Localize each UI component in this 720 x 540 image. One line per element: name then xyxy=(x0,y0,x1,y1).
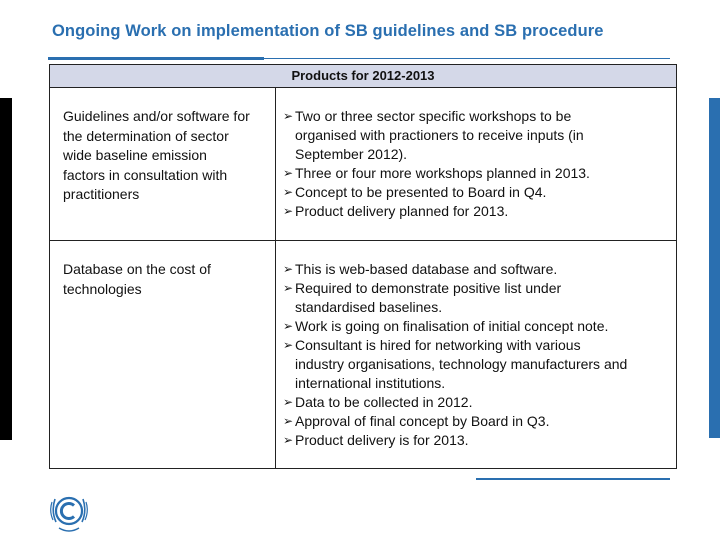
arrow-bullet-icon: ➢ xyxy=(283,281,294,295)
arrow-bullet-icon: ➢ xyxy=(283,166,294,180)
status-cell xyxy=(276,241,676,468)
arrow-bullet-icon: ➢ xyxy=(283,414,294,428)
bullet-item xyxy=(283,336,676,393)
page-title: Ongoing Work on implementation of SB guidelines and SB procedure xyxy=(52,22,604,40)
arrow-bullet-icon: ➢ xyxy=(283,433,294,447)
status-cell xyxy=(276,88,676,240)
bullet-text: Three or four more workshops planned in 2013. xyxy=(295,165,590,181)
bullet-text: Approval of final concept by Board in Q3. xyxy=(295,413,550,429)
product-cell: Database on the cost of technologies xyxy=(50,241,276,468)
arrow-bullet-icon: ➢ xyxy=(283,185,294,199)
bullet-item xyxy=(283,260,676,279)
arrow-bullet-icon: ➢ xyxy=(283,319,294,333)
bullet-text: This is web-based database and software. xyxy=(295,261,558,277)
bullet-text: Product delivery planned for 2013. xyxy=(295,203,509,219)
table-header: Products for 2012-2013 xyxy=(50,65,676,88)
bullet-text: Consultant is hired for networking with various industry organisations, technology manufacturers and international institutions. xyxy=(295,337,628,391)
bullet-text: Work is going on finalisation of initial concept note. xyxy=(295,318,609,334)
bullet-text: Concept to be presented to Board in Q4. xyxy=(295,184,547,200)
arrow-bullet-icon: ➢ xyxy=(283,109,294,123)
bullet-text: Required to demonstrate positive list under standardised baselines. xyxy=(295,280,562,315)
products-table xyxy=(49,64,677,469)
bullet-text: Data to be collected in 2012. xyxy=(295,394,473,410)
title-underline-thick xyxy=(48,57,264,60)
bullet-item xyxy=(283,412,676,431)
table-row xyxy=(50,240,676,468)
arrow-bullet-icon: ➢ xyxy=(283,395,294,409)
title-underline-thin xyxy=(264,58,670,59)
bullet-item xyxy=(283,107,676,164)
bullet-item xyxy=(283,164,676,183)
arrow-bullet-icon: ➢ xyxy=(283,338,294,352)
unfccc-logo-icon xyxy=(47,490,91,534)
left-edge-bar xyxy=(0,98,12,440)
product-cell: Guidelines and/or software for the determination of sector wide baseline emission factors in consultation with practitioners xyxy=(50,88,276,240)
right-edge-bar xyxy=(709,98,720,438)
bullet-item xyxy=(283,183,676,202)
bullet-item xyxy=(283,393,676,412)
bullet-text: Two or three sector specific workshops to be organised with practioners to receive inputs (in September 2012). xyxy=(295,108,584,162)
footer-rule xyxy=(476,478,670,480)
bullet-item xyxy=(283,202,676,221)
bullet-item xyxy=(283,279,676,317)
table-row xyxy=(50,88,676,240)
bullet-text: Product delivery is for 2013. xyxy=(295,432,469,448)
arrow-bullet-icon: ➢ xyxy=(283,204,294,218)
bullet-item xyxy=(283,431,676,450)
arrow-bullet-icon: ➢ xyxy=(283,262,294,276)
bullet-item xyxy=(283,317,676,336)
